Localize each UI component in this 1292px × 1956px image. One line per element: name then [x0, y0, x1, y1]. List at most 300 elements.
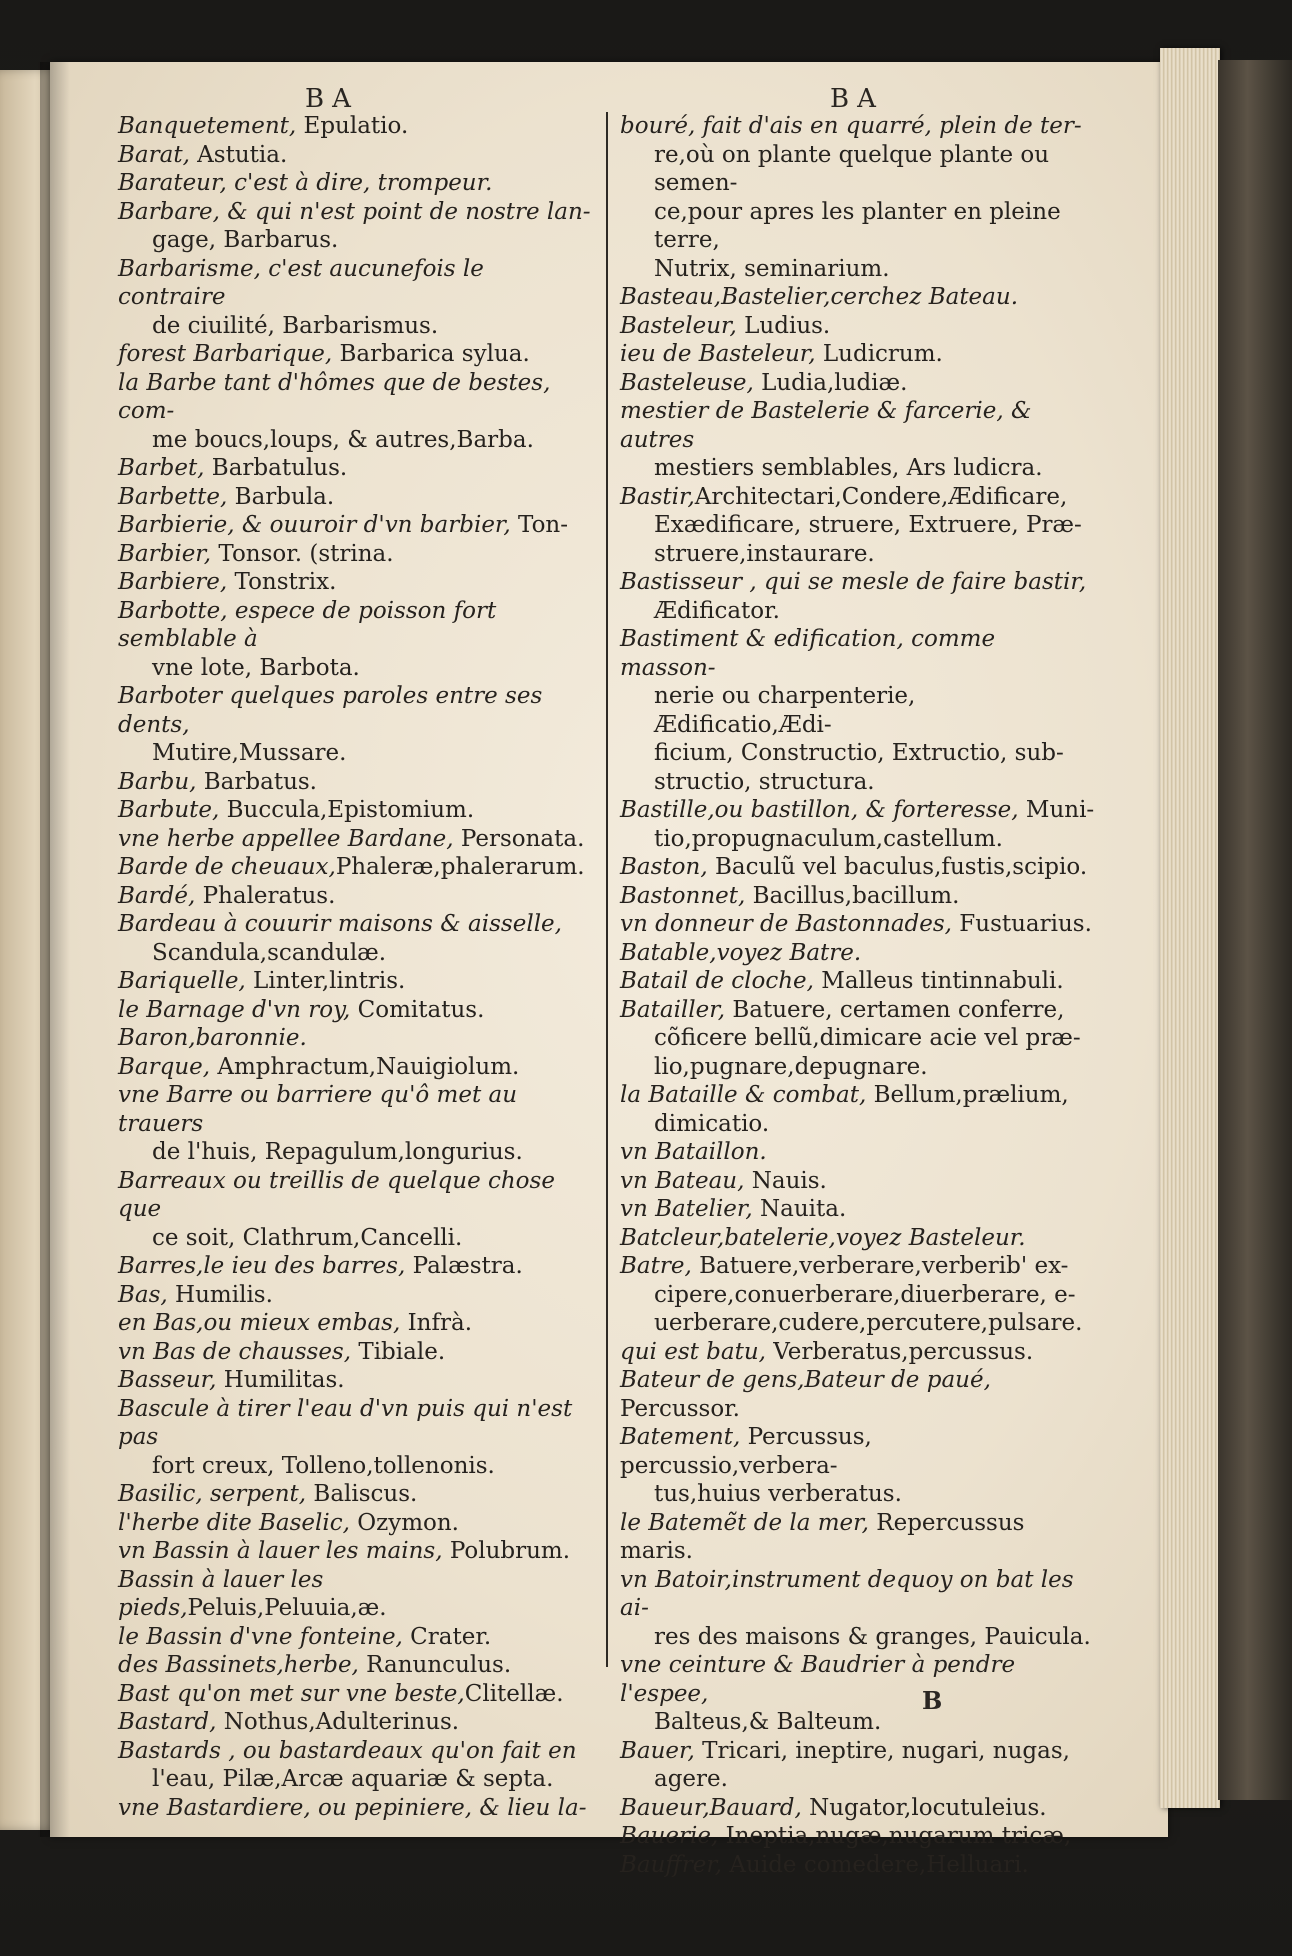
entry-term: vne Bastardiere, ou pepiniere, & lieu la- — [118, 1794, 587, 1821]
entry-line — [620, 1366, 1095, 1423]
entry-line — [118, 967, 598, 996]
entry-line — [620, 1195, 1095, 1224]
entry-continuation: tus,huius verberatus. — [654, 1481, 902, 1507]
entry-latin: Architectari,Condere,Ædificare, — [694, 483, 1068, 510]
entry-term: Barbare, & qui n'est point de nostre lan- — [118, 198, 591, 225]
entry-line — [118, 1252, 598, 1281]
entry-term: Barbette, — [118, 483, 228, 510]
entry-latin: Bacillus,bacillum. — [745, 882, 960, 909]
entry-latin: Malleus tintinnabuli. — [813, 968, 1064, 994]
entry-line — [118, 1737, 598, 1766]
entry-term: vne ceinture & Baudrier à pendre l'espee, — [620, 1652, 1016, 1707]
entry-latin: Humilitas. — [216, 1367, 345, 1393]
entry-latin: Bellum,prælium, — [866, 1082, 1069, 1108]
entry-term: Bateur de gens,Bateur de paué, — [620, 1367, 991, 1393]
dictionary-entry — [620, 739, 1095, 768]
entry-line — [118, 796, 598, 825]
dictionary-entry — [620, 1566, 1095, 1652]
entry-continuation: ce,pour apres les planter en pleine terre, — [654, 198, 1061, 253]
entry-term: Bastisseur , qui se mesle de faire bastir, — [620, 569, 1087, 595]
entry-line — [620, 853, 1095, 882]
dictionary-entry — [620, 312, 1095, 341]
entry-term: bouré, fait d'ais en quarré, plein de ter- — [620, 113, 1082, 139]
entry-term: l'herbe dite Baselic, — [118, 1509, 350, 1536]
entry-latin: Barbatus. — [196, 768, 317, 795]
entry-term: Barbiere, — [118, 569, 228, 595]
entry-latin: Fustuarius. — [951, 911, 1092, 937]
dictionary-entry — [118, 1708, 598, 1737]
entry-line — [620, 312, 1095, 341]
dictionary-entry — [118, 1651, 598, 1680]
entry-term: Bastir, — [620, 483, 695, 510]
dictionary-entry — [118, 1480, 598, 1509]
entry-term: Bauffrer, — [620, 1851, 723, 1878]
entry-term: Barque, — [118, 1053, 211, 1080]
entry-latin: Clitellæ. — [464, 1680, 564, 1707]
entry-line — [118, 910, 598, 939]
entry-line — [118, 169, 598, 198]
entry-latin: Ludius. — [736, 312, 831, 339]
dictionary-entry — [620, 198, 1095, 255]
entry-term: Basteau,Bastelier,cerchez Bateau. — [620, 284, 1019, 310]
entry-line — [118, 540, 598, 569]
dictionary-entry — [118, 198, 598, 255]
entry-line — [620, 483, 1095, 512]
entry-line — [118, 768, 598, 797]
entry-term: Barres,le ieu des barres, — [118, 1253, 406, 1279]
dictionary-entry — [118, 1281, 598, 1310]
entry-continuation: re,où on plante quelque plante ou semen- — [654, 141, 1050, 196]
entry-term: Barreaux ou treillis de quelque chose que — [118, 1167, 555, 1222]
dictionary-entry — [118, 796, 598, 825]
entry-term: Bassin à lauer les pieds, — [118, 1566, 324, 1621]
entry-term: vn Bateau, — [620, 1167, 745, 1194]
entry-line — [620, 1737, 1095, 1766]
entry-continuation: structio, structura. — [654, 768, 875, 795]
entry-line — [620, 1822, 1095, 1851]
entry-latin: Comitatus. — [350, 996, 485, 1023]
entry-latin: Ludicrum. — [815, 341, 943, 367]
dictionary-entry — [118, 967, 598, 996]
entry-continuation: lio,pugnare,depugnare. — [654, 1053, 928, 1080]
dictionary-entry — [118, 682, 598, 768]
entry-term: Barbu, — [118, 768, 197, 795]
entry-line — [620, 625, 1095, 682]
entry-latin: Barbula. — [227, 483, 335, 510]
dictionary-entry — [620, 910, 1095, 939]
entry-latin: Verberatus,percussus. — [765, 1338, 1034, 1365]
entry-line — [620, 112, 1095, 141]
entry-term: Batement, — [620, 1424, 741, 1450]
entry-line — [620, 340, 1095, 369]
entry-term: Basteleur, — [620, 312, 737, 339]
entry-latin: Phaleræ,phalerarum. — [335, 854, 585, 880]
entry-continuation: l'eau, Pilæ,Arcæ aquariæ & septa. — [152, 1766, 554, 1792]
entry-term: Bauer, — [620, 1737, 695, 1764]
dictionary-entry — [620, 882, 1095, 911]
entry-line — [620, 1167, 1095, 1196]
dictionary-entry — [118, 540, 598, 569]
entry-continuation: uerberare,cudere,percutere,pulsare. — [654, 1310, 1083, 1336]
entry-latin: Percussor. — [620, 1395, 740, 1422]
entry-term: Baston, — [620, 854, 708, 880]
entry-latin: Palæstra. — [405, 1253, 523, 1279]
right-column — [620, 112, 1095, 1879]
entry-term: Bastard, — [118, 1709, 217, 1735]
dictionary-entry — [620, 283, 1095, 312]
entry-line — [118, 483, 598, 512]
entry-term: vn Bas de chausses, — [118, 1338, 352, 1365]
entry-term: vn donneur de Bastonnades, — [620, 911, 952, 937]
entry-continuation: res des maisons & granges, Pauicula. — [654, 1623, 1091, 1650]
entry-term: Bastille,ou bastillon, & forteresse, — [620, 797, 1019, 823]
entry-continuation: nerie ou charpenterie, Ædificatio,Ædi- — [654, 683, 916, 738]
entry-line — [118, 853, 598, 882]
entry-line — [620, 1138, 1095, 1167]
entry-latin: Peluis,Peluuia,æ. — [187, 1595, 387, 1621]
dictionary-entry — [118, 882, 598, 911]
entry-term: Bauerie, — [620, 1823, 719, 1849]
dictionary-entry — [620, 1309, 1095, 1338]
entry-latin: Baliscus. — [306, 1481, 418, 1507]
entry-continuation: ficium, Constructio, Extructio, sub- — [654, 740, 1064, 766]
entry-continuation: Nutrix, seminarium. — [654, 255, 890, 282]
entry-line — [620, 1651, 1095, 1708]
dictionary-entry — [620, 1366, 1095, 1423]
entry-term: le Batemẽt de la mer, — [620, 1509, 869, 1536]
entry-term: Barat, — [118, 141, 190, 168]
dictionary-entry — [620, 1794, 1095, 1823]
entry-continuation: Scandula,scandulæ. — [152, 939, 387, 966]
entry-term: mestier de Bastelerie & farcerie, & autres — [620, 398, 1032, 453]
entry-latin: Ranunculus. — [358, 1652, 512, 1678]
entry-line — [118, 1480, 598, 1509]
dictionary-entry — [118, 1252, 598, 1281]
dictionary-entry — [118, 768, 598, 797]
entry-line — [118, 255, 598, 312]
dictionary-entry — [118, 1737, 598, 1794]
entry-line — [620, 1224, 1095, 1253]
entry-latin: Infrà. — [400, 1310, 473, 1336]
entry-continuation: cõficere bellũ,dimicare acie vel præ- — [654, 1025, 1081, 1051]
entry-line — [118, 1366, 598, 1395]
entry-line — [118, 1794, 598, 1823]
entry-line — [118, 1053, 598, 1082]
entry-line — [118, 1309, 598, 1338]
dictionary-entry — [118, 996, 598, 1025]
entry-line — [620, 1851, 1095, 1880]
entry-line — [118, 568, 598, 597]
entry-latin: Muni- — [1018, 797, 1095, 823]
dictionary-entry — [620, 967, 1095, 996]
entry-line — [620, 967, 1095, 996]
entry-line — [118, 1623, 598, 1652]
entry-line — [620, 1338, 1095, 1367]
entry-continuation: dimicatio. — [654, 1110, 770, 1137]
dictionary-entry — [620, 1138, 1095, 1167]
entry-continuation: struere,instaurare. — [654, 540, 875, 567]
dictionary-entry — [620, 1822, 1095, 1851]
dictionary-entry — [118, 369, 598, 455]
entry-line — [118, 454, 598, 483]
dictionary-entry — [620, 1651, 1095, 1737]
entry-term: Banquetement, — [118, 113, 297, 139]
dictionary-entry — [620, 255, 1095, 284]
entry-continuation: Balteus,& Balteum. — [654, 1709, 882, 1735]
dictionary-entry — [620, 1737, 1095, 1794]
entry-latin: Nothus,Adulterinus. — [216, 1709, 460, 1735]
dictionary-entry — [118, 825, 598, 854]
entry-line — [620, 939, 1095, 968]
entry-line — [118, 1338, 598, 1367]
entry-term: vn Batelier, — [620, 1196, 753, 1222]
entry-latin: Personata. — [453, 825, 585, 852]
entry-line — [620, 796, 1095, 825]
dictionary-entry — [118, 454, 598, 483]
dictionary-entry — [118, 1395, 598, 1481]
entry-term: Batcleur,batelerie,voyez Basteleur. — [620, 1224, 1026, 1251]
dictionary-entry — [118, 1053, 598, 1082]
entry-term: Bastards , ou bastardeaux qu'on fait en — [118, 1737, 577, 1764]
entry-term: Bascule à tirer l'eau d'vn puis qui n'est pas — [118, 1395, 573, 1450]
entry-term: vn Batoir,instrument dequoy on bat les ai- — [620, 1566, 1074, 1621]
entry-term: Bariquelle, — [118, 968, 246, 994]
entry-line — [118, 1566, 598, 1623]
entry-line — [620, 369, 1095, 398]
entry-term: Barbarisme, c'est aucunefois le contraire — [118, 255, 484, 310]
entry-latin: Percussus, percussio,verbera- — [620, 1424, 872, 1479]
dictionary-entry — [620, 1509, 1095, 1566]
entry-line — [118, 682, 598, 739]
dictionary-entry — [118, 910, 598, 967]
dictionary-entry — [620, 1081, 1095, 1138]
dictionary-entry — [620, 996, 1095, 1053]
entry-term: la Barbe tant d'hômes que de bestes, com- — [118, 369, 551, 424]
entry-term: Barbute, — [118, 797, 220, 823]
dictionary-entry — [620, 1167, 1095, 1196]
entry-latin: Baculũ vel baculus,fustis,scipio. — [707, 854, 1088, 880]
entry-term: qui est batu, — [620, 1338, 766, 1365]
entry-line — [620, 1509, 1095, 1566]
entry-latin: Humilis. — [167, 1281, 273, 1308]
entry-term: la Bataille & combat, — [620, 1082, 867, 1108]
entry-line — [118, 1024, 598, 1053]
entry-term: Batre, — [620, 1253, 692, 1279]
dictionary-entry — [620, 369, 1095, 398]
entry-latin: Buccula,Epistomium. — [219, 797, 475, 823]
dictionary-entry — [620, 1338, 1095, 1367]
entry-term: ieu de Basteleur, — [620, 341, 816, 367]
entry-line — [118, 1651, 598, 1680]
entry-latin: Amphractum,Nauigiolum. — [210, 1053, 520, 1080]
entry-term: Baueur,Bauard, — [620, 1794, 802, 1821]
entry-line — [118, 112, 598, 141]
entry-term: des Bassinets,herbe, — [118, 1652, 359, 1678]
entry-line — [620, 1252, 1095, 1281]
dictionary-entry — [620, 1252, 1095, 1309]
entry-latin: Epulatio. — [296, 113, 409, 139]
entry-line — [620, 1081, 1095, 1110]
entry-term: Bas, — [118, 1281, 168, 1308]
entry-continuation: fort creux, Tolleno,tollenonis. — [152, 1452, 495, 1479]
entry-latin: Linter,lintris. — [245, 968, 406, 994]
dictionary-entry — [118, 1537, 598, 1566]
entry-latin: Batuere,verberare,verberib' ex- — [691, 1253, 1069, 1279]
dictionary-entry — [118, 597, 598, 683]
dictionary-entry — [620, 796, 1095, 853]
dictionary-entry — [118, 1309, 598, 1338]
entry-term: Basseur, — [118, 1367, 217, 1393]
dictionary-entry — [620, 939, 1095, 968]
entry-continuation: de l'huis, Repagulum,longurius. — [152, 1139, 523, 1165]
entry-latin: Nauita. — [752, 1196, 847, 1222]
entry-line — [118, 141, 598, 170]
dictionary-entry — [620, 568, 1095, 625]
entry-line — [118, 1281, 598, 1310]
signature-mark: B — [922, 1686, 943, 1715]
entry-latin: Repercussus maris. — [620, 1509, 1025, 1564]
entry-line — [118, 1081, 598, 1138]
entry-term: Bast qu'on met sur vne beste, — [118, 1680, 465, 1707]
entry-latin: Tonstrix. — [227, 569, 337, 595]
entry-latin: Phaleratus. — [195, 882, 336, 909]
dictionary-entry — [620, 112, 1095, 198]
entry-latin: Barbarica sylua. — [332, 341, 530, 367]
entry-line — [118, 1680, 598, 1709]
dictionary-entry — [118, 1566, 598, 1623]
entry-line — [620, 996, 1095, 1025]
entry-term: vn Bataillon. — [620, 1139, 767, 1165]
entry-term: Basilic, serpent, — [118, 1481, 307, 1507]
entry-term: vn Bassin à lauer les mains, — [118, 1538, 443, 1564]
entry-continuation: agere. — [654, 1766, 728, 1792]
entry-line — [620, 568, 1095, 597]
dictionary-entry — [118, 1794, 598, 1823]
entry-latin: Tibiale. — [351, 1338, 446, 1365]
entry-line — [118, 882, 598, 911]
entry-continuation: me boucs,loups, & autres,Barba. — [152, 426, 534, 453]
entry-term: le Bassin d'vne fonteine, — [118, 1623, 403, 1650]
entry-term: Barateur, c'est à dire, trompeur. — [118, 170, 493, 196]
dictionary-entry — [620, 625, 1095, 739]
entry-continuation: Mutire,Mussare. — [152, 740, 347, 766]
entry-term: Barbier, — [118, 540, 212, 567]
entry-latin: Nugator,locutuleius. — [801, 1794, 1047, 1821]
dictionary-entry — [118, 141, 598, 170]
dictionary-entry — [118, 1509, 598, 1538]
entry-latin: Auide comedere,Helluari. — [722, 1851, 1029, 1878]
dictionary-entry — [620, 1224, 1095, 1253]
entry-term: Barde de cheuaux, — [118, 854, 336, 880]
dictionary-entry — [118, 1680, 598, 1709]
entry-latin: Ozymon. — [349, 1509, 459, 1536]
entry-term: forest Barbarique, — [118, 341, 333, 367]
dictionary-entry — [118, 483, 598, 512]
entry-term: Bardeau à couurir maisons & aisselle, — [118, 911, 562, 937]
running-header-left: BA — [305, 84, 359, 114]
entry-continuation: Exædificare, struere, Extruere, Præ- — [654, 512, 1082, 538]
entry-line — [118, 1395, 598, 1452]
entry-line — [620, 882, 1095, 911]
entry-term: vne herbe appellee Bardane, — [118, 825, 454, 852]
dictionary-entry — [620, 768, 1095, 797]
dictionary-entry — [620, 540, 1095, 569]
entry-latin: Ineptia,nugæ,nugarum tricæ, — [718, 1823, 1072, 1849]
entry-continuation: ce soit, Clathrum,Cancelli. — [152, 1224, 463, 1251]
entry-term: Batable,voyez Batre. — [620, 939, 862, 966]
entry-line — [118, 198, 598, 227]
dictionary-entry — [118, 1366, 598, 1395]
entry-line — [118, 1167, 598, 1224]
dictionary-entry — [118, 511, 598, 540]
entry-continuation: mestiers semblables, Ars ludicra. — [654, 455, 1043, 481]
entry-line — [118, 597, 598, 654]
dictionary-entry — [620, 483, 1095, 540]
dictionary-entry — [118, 255, 598, 341]
entry-line — [620, 283, 1095, 312]
running-header-right: BA — [830, 84, 884, 114]
entry-line — [620, 1566, 1095, 1623]
dictionary-entry — [118, 340, 598, 369]
entry-latin: Crater. — [402, 1623, 492, 1650]
dictionary-entry — [118, 1338, 598, 1367]
entry-line — [118, 825, 598, 854]
entry-term: Batail de cloche, — [620, 968, 814, 994]
page-stack — [1160, 48, 1220, 1808]
entry-term: Bardé, — [118, 882, 196, 909]
entry-term: Barbotte, espece de poisson fort semblable à — [118, 597, 497, 652]
entry-term: vne Barre ou barriere qu'ô met au trauers — [118, 1082, 518, 1137]
dictionary-entry — [620, 397, 1095, 483]
entry-term: Basteleuse, — [620, 369, 754, 396]
entry-continuation: Ædificator. — [654, 597, 780, 624]
entry-line — [620, 910, 1095, 939]
dictionary-entry — [118, 1081, 598, 1167]
dictionary-entry — [620, 340, 1095, 369]
entry-term: Baron,baronnie. — [118, 1025, 307, 1051]
dictionary-entry — [118, 1623, 598, 1652]
entry-continuation: gage, Barbarus. — [152, 227, 339, 253]
dictionary-entry — [118, 1167, 598, 1253]
entry-term: Barboter quelques paroles entre ses dents, — [118, 683, 543, 738]
column-rule — [606, 112, 608, 1667]
entry-term: Batailler, — [620, 996, 726, 1023]
dictionary-entry — [620, 1423, 1095, 1509]
entry-latin: Batuere, certamen conferre, — [725, 996, 1065, 1023]
dictionary-entry — [620, 1053, 1095, 1082]
entry-latin: Nauis. — [744, 1167, 827, 1194]
entry-term: Bastonnet, — [620, 882, 746, 909]
entry-line — [118, 340, 598, 369]
entry-term: le Barnage d'vn roy, — [118, 996, 351, 1023]
entry-term: en Bas,ou mieux embas, — [118, 1310, 401, 1336]
entry-continuation: tio,propugnaculum,castellum. — [654, 825, 1003, 852]
entry-continuation: vne lote, Barbota. — [152, 654, 360, 681]
entry-latin: Ton- — [510, 512, 569, 538]
entry-latin: Ludia,ludiæ. — [753, 369, 908, 396]
entry-term: Barbierie, & ouuroir d'vn barbier, — [118, 512, 511, 538]
left-column — [118, 112, 598, 1822]
entry-line — [620, 1794, 1095, 1823]
dictionary-entry — [118, 853, 598, 882]
entry-line — [118, 1708, 598, 1737]
entry-latin: Barbatulus. — [204, 455, 348, 481]
dictionary-entry — [118, 1024, 598, 1053]
book-cover — [1218, 60, 1292, 1800]
dictionary-entry — [118, 568, 598, 597]
dictionary-entry — [620, 853, 1095, 882]
entry-line — [118, 1509, 598, 1538]
